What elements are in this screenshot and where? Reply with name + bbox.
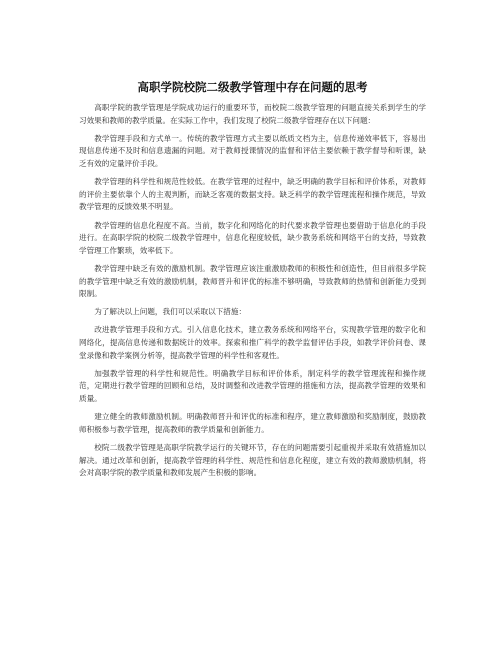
paragraph-measures-intro: 为了解决以上问题，我们可以采取以下措施： [94,307,247,317]
paragraph-intro: 高职学院的教学管理是学院成功运行的重要环节，而校院二级教学管理的问题直接关系到学生的学习效果和教师的教学质量。在实际工作中，我们发现了校院二级教学管理存在以下问题： [79,103,426,125]
paragraph-problem-2: 教学管理的科学性和规范性较低。在教学管理的过程中，缺乏明确的教学目标和评价体系，对教师的评价主要依靠个人的主观判断，而缺乏客观的数据支持。缺乏科学的教学管理流程和操作规范，导致教学管理的反馈效果不明显。 [79,177,426,212]
paragraph-problem-3: 教学管理的信息化程度不高。当前，数字化和网络化的时代要求教学管理也要借助于信息化的手段进行。在高职学院的校院二级教学管理中，信息化程度较低，缺少教务系统和网络平台的支持，导致教学管理工作繁琐，效率低下。 [79,220,426,255]
paragraph-conclusion: 校院二级教学管理是高职学院教学运行的关键环节，存在的问题需要引起重视并采取有效措施加以解决。通过改革和创新，提高教学管理的科学性、规范性和信息化程度，建立有效的教师激励机制，将会对高职学院的教学质量和教师发展产生积极的影响。 [79,443,426,478]
paragraph-measure-1: 改进教学管理手段和方式。引入信息化技术，建立教务系统和网络平台，实现教学管理的数字化和网络化，提高信息传递和数据统计的效率。探索和推广科学的教学监督评估手段，如教学评价问卷、课堂录像和教学案例分析等，提高教学管理的科学性和客观性。 [79,325,426,360]
paragraph-problem-1: 教学管理手段和方式单一。传统的教学管理方式主要以纸质文档为主，信息传递效率低下，容易出现信息传递不及时和信息遗漏的问题。对于教师授课情况的监督和评估主要依赖于教学督导和听课，缺乏有效的定量评价手段。 [79,133,426,168]
paragraph-measure-2: 加强教学管理的科学性和规范性。明确教学目标和评价体系，制定科学的教学管理流程和操作规范，定期进行教学管理的回顾和总结，及时调整和改进教学管理的措施和方法，提高教学管理的效果和质量。 [79,368,426,404]
paragraph-measure-3: 建立健全的教师激励机制。明确教师晋升和评优的标准和程序，建立教师激励和奖励制度，鼓励教师积极参与教学管理，提高教师的教学质量和创新能力。 [79,412,426,434]
document-title: 高职学院校院二级教学管理中存在问题的思考 [137,80,368,94]
paragraph-problem-4: 教学管理中缺乏有效的激励机制。教学管理应该注重激励教师的积极性和创造性，但目前很多学院的教学管理中缺乏有效的激励机制，教师晋升和评优的标准不够明确，导致教师的热情和创新能力受到限制。 [79,263,426,299]
